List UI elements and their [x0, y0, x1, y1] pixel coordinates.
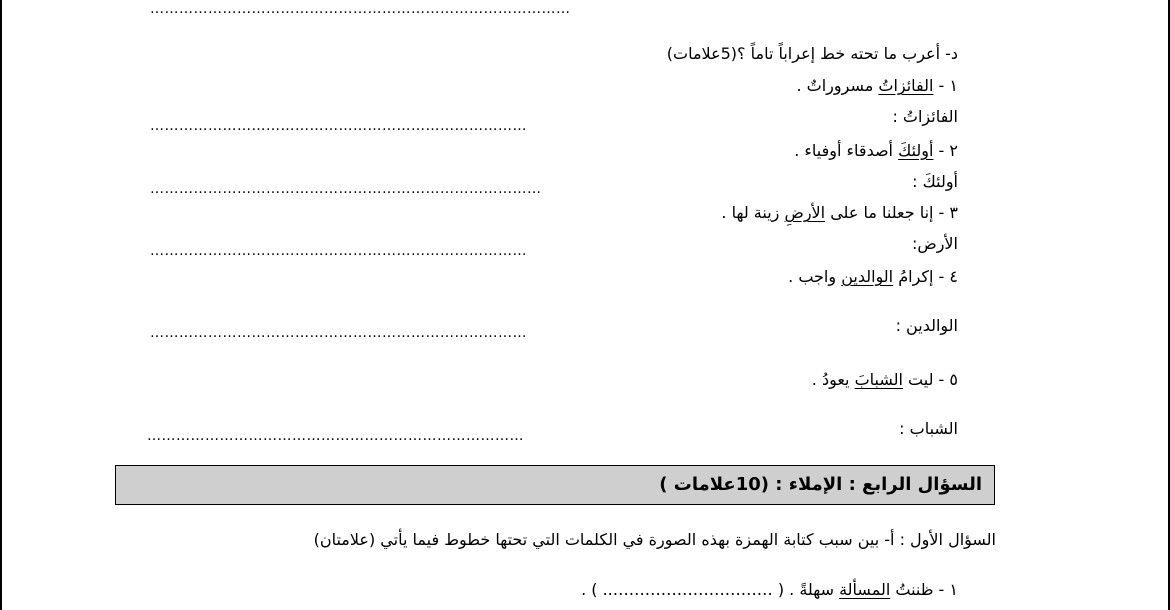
sentence-number: ٢ - [933, 141, 958, 160]
answer-label-5: الشباب : [899, 419, 958, 438]
sentence-5 [812, 370, 958, 390]
sentence-rest: مسروراتٌ . [796, 76, 879, 95]
sentence-rest: واجب . [788, 267, 842, 286]
sentence-number: ٤ - إكرامُ [893, 267, 958, 286]
question-d-instruction: د- أعرب ما تحته خط إعراباً تاماً ؟(5علامات) [666, 44, 958, 63]
underlined-word: الفائزاتُ [878, 76, 934, 95]
sentence-number: ١ - ظننتُ [890, 580, 958, 599]
sentence-number: ٣ - إنا جعلنا ما على [825, 203, 958, 222]
answer-label-3: الأرض: [911, 234, 958, 253]
sentence-1 [796, 76, 958, 96]
sentence-section-1 [581, 580, 958, 600]
answer-dots: …………………………………………………………………… [147, 428, 524, 444]
answer-dots: …………………………………………………………………………… [150, 1, 571, 17]
sentence-4 [788, 267, 958, 287]
sentence-3 [721, 203, 958, 223]
answer-label-4: الوالدين : [895, 316, 958, 335]
answer-dots: …………………………………………………………………… [150, 325, 527, 341]
answer-dots: ……………………………………………………………………… [150, 181, 542, 197]
answer-label-2: أولئكَ : [912, 172, 958, 191]
underlined-word: الشبابَ [854, 370, 903, 389]
underlined-word: أولئكَ [898, 141, 934, 160]
sentence-number: ٥ - ليت [902, 370, 958, 389]
answer-dots: …………………………………………………………………… [150, 243, 527, 259]
section-header: السؤال الرابع : الإملاء : (10علامات ) [115, 465, 995, 505]
sentence-rest: أصدقاء أوفياء . [794, 141, 899, 160]
underlined-word: الأرضِ [784, 203, 826, 222]
underlined-word: الوالدين [841, 267, 894, 286]
sentence-rest: زينة لها . [721, 203, 785, 222]
sentence-rest: سهلةً . ( ………………………….. ) . [581, 580, 840, 599]
sentence-number: ١ - [933, 76, 958, 95]
section-question-instruction: السؤال الأول : أ- بين سبب كتابة الهمزة بهذه الصورة في الكلمات التي تحتها خطوط فيما يأتي (علامتان) [313, 530, 996, 549]
answer-dots: …………………………………………………………………… [150, 118, 527, 134]
answer-label-1: الفائزاتُ : [892, 107, 958, 126]
sentence-2 [794, 141, 958, 161]
underlined-word: المسألة [839, 580, 891, 599]
sentence-rest: يعودُ . [811, 370, 855, 389]
